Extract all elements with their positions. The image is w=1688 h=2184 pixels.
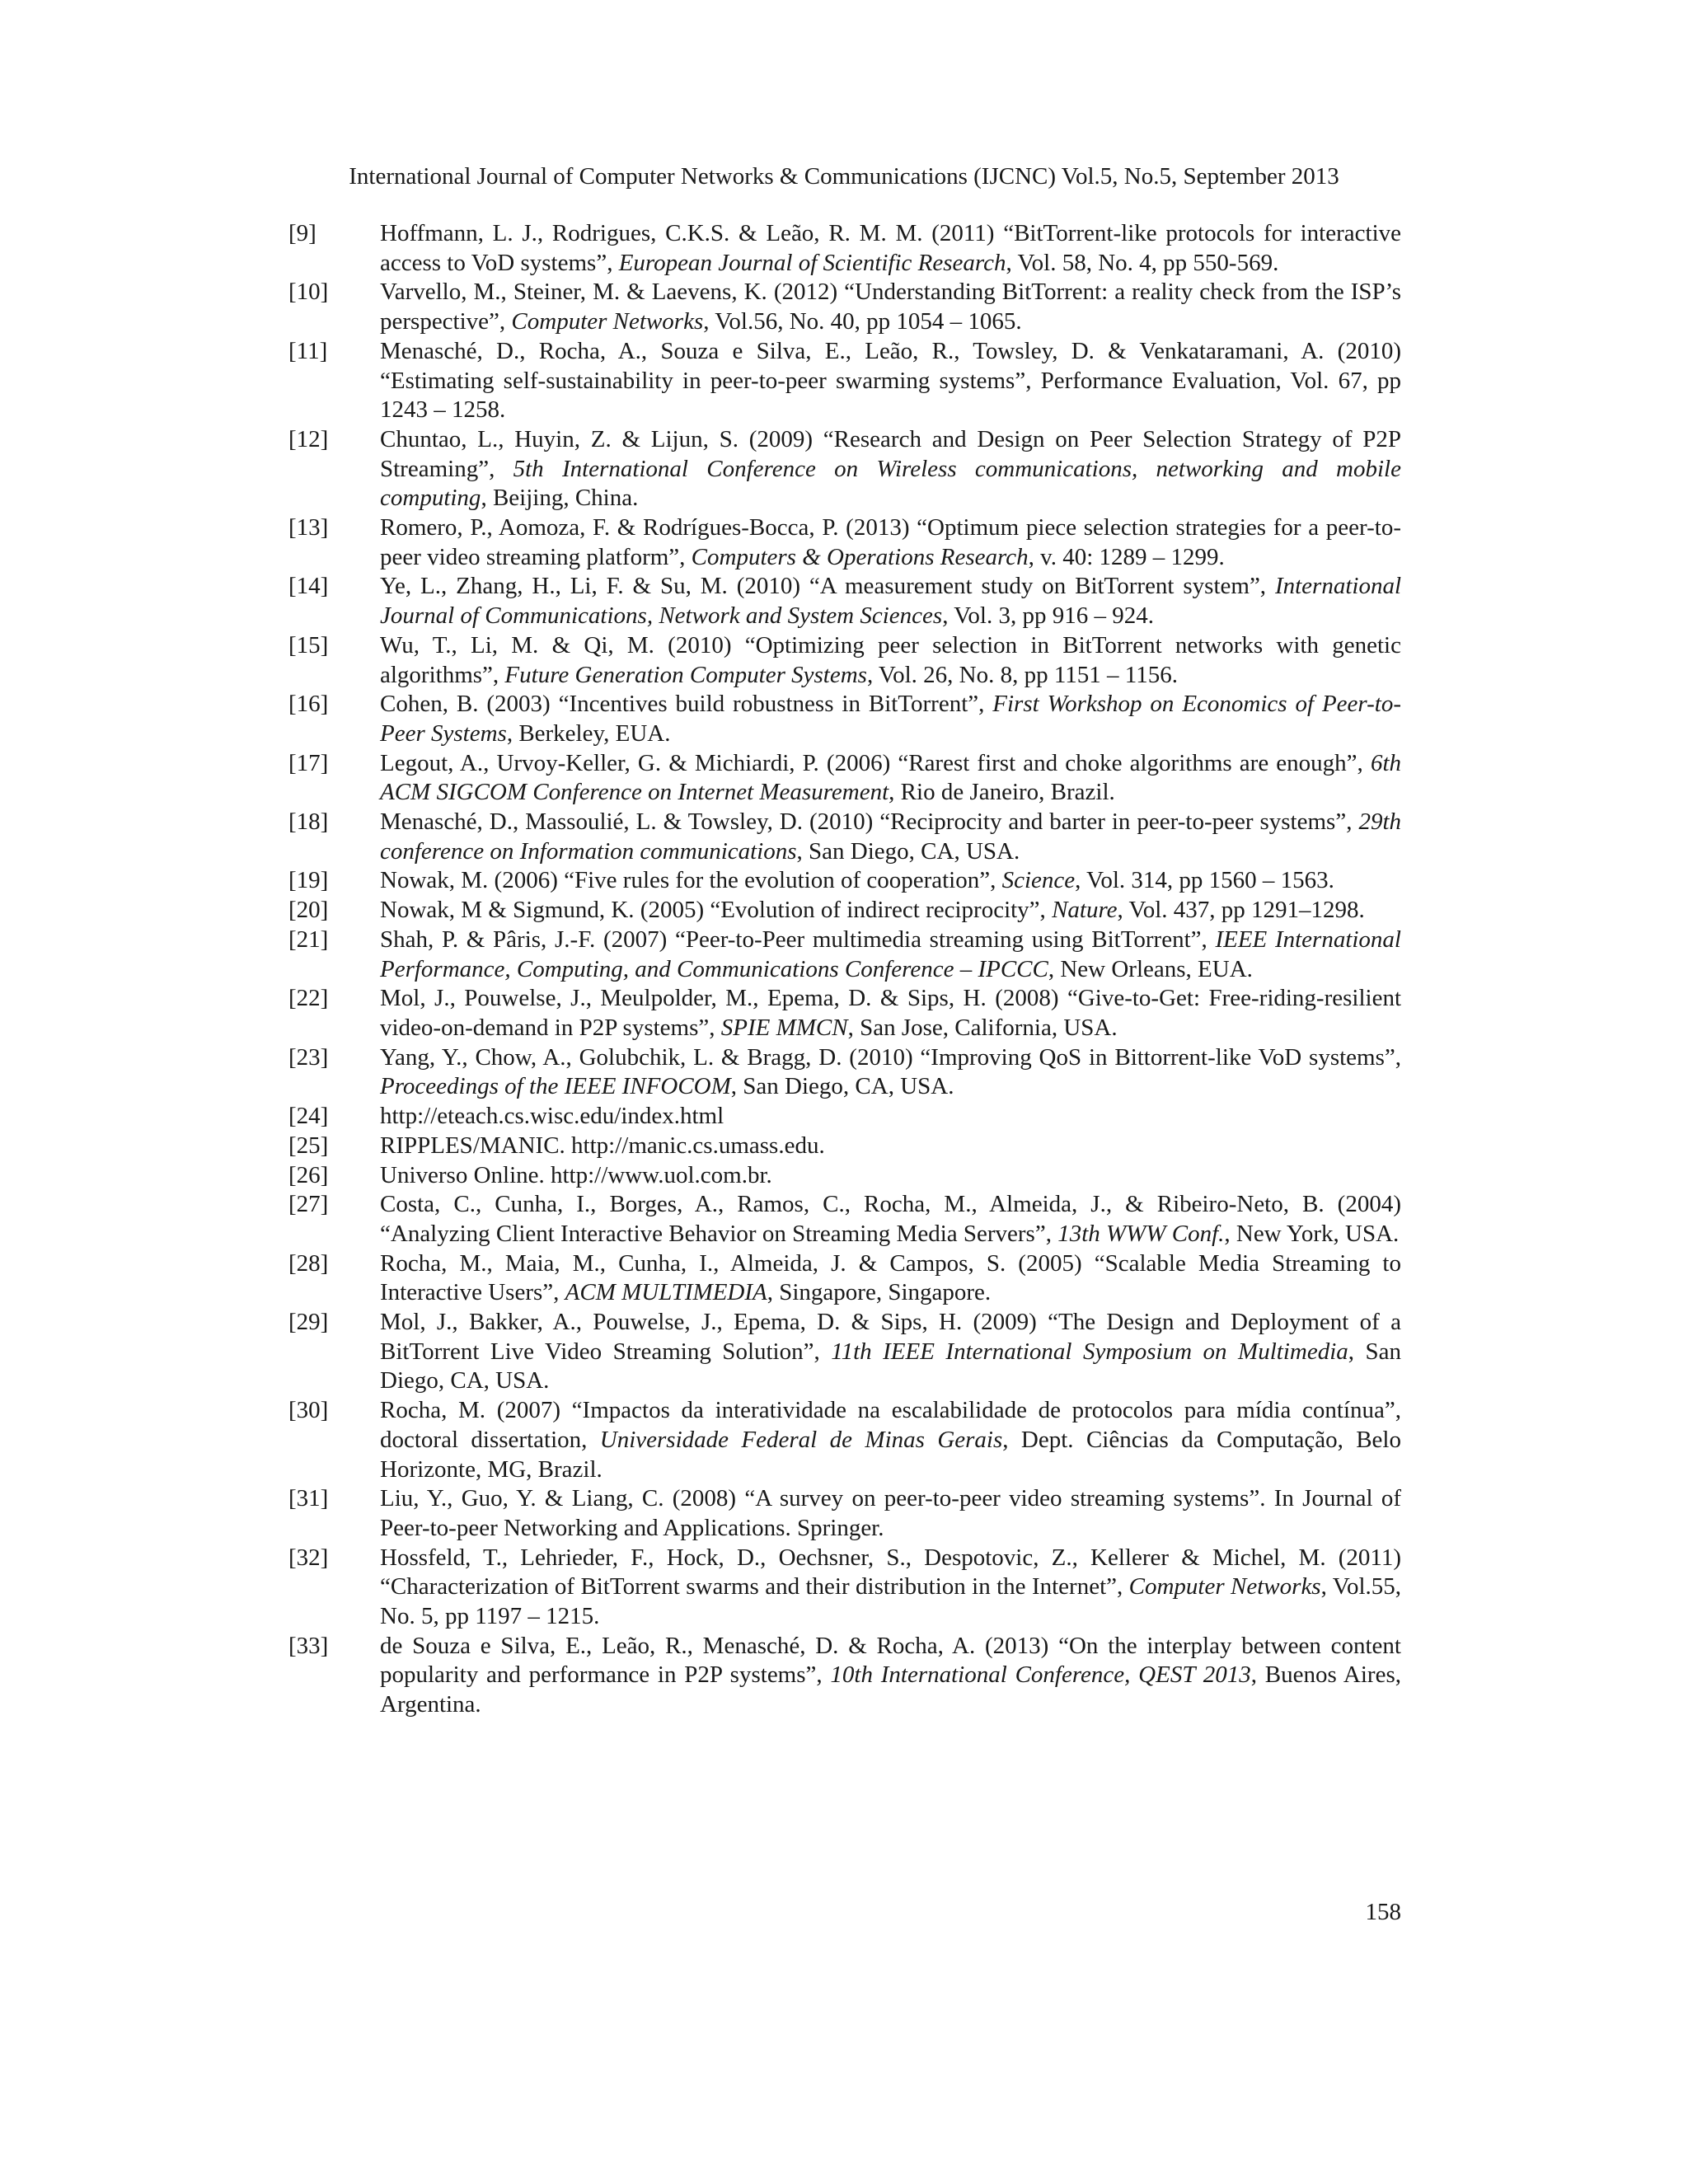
reference-venue: 11th IEEE International Symposium on Multimedia xyxy=(831,1338,1348,1365)
reference-item xyxy=(288,1190,1401,1249)
reference-venue: Computer Networks xyxy=(511,308,704,335)
reference-segment: Rocha, M., Maia, M., Cunha, I., Almeida, J. & Campos, S. (2005) “Scalable Media Streaming to Interactive Users”, xyxy=(380,1249,1401,1306)
reference-item xyxy=(288,1102,1401,1132)
reference-segment: Universo Online. http://www.uol.com.br. xyxy=(380,1161,772,1188)
reference-number: [10] xyxy=(288,279,329,306)
reference-segment: Nowak, M. (2006) “Five rules for the evolution of cooperation”, xyxy=(380,867,1002,894)
reference-segment: Hoffmann, L. J., Rodrigues, C.K.S. & Leão, R. M. M. (2011) “BitTorrent-like protocols for interactive access to VoD systems”, xyxy=(380,220,1401,276)
reference-item xyxy=(288,984,1401,1043)
reference-venue: Computers & Operations Research xyxy=(691,543,1029,570)
reference-segment: , Vol. 314, pp 1560 – 1563. xyxy=(1075,867,1334,894)
reference-item xyxy=(288,866,1401,896)
reference-venue: 13th WWW Conf. xyxy=(1057,1220,1225,1247)
reference-segment: , Berkeley, EUA. xyxy=(506,719,671,747)
reference-item xyxy=(288,749,1401,808)
reference-segment: RIPPLES/MANIC. http://manic.cs.umass.edu. xyxy=(380,1132,825,1159)
reference-text xyxy=(380,1396,1401,1484)
reference-number: [30] xyxy=(288,1397,329,1424)
reference-venue: ACM MULTIMEDIA xyxy=(565,1279,767,1306)
reference-number: [33] xyxy=(288,1632,329,1659)
reference-venue: Future Generation Computer Systems xyxy=(504,661,867,688)
reference-number: [9] xyxy=(288,220,316,246)
reference-segment: Rocha, M. (2007) “Impactos da interatividade na escalabilidade de protocolos para mídia contínua”, doctoral dissertation, xyxy=(380,1397,1401,1453)
reference-segment: Yang, Y., Chow, A., Golubchik, L. & Bragg, D. (2010) “Improving QoS in Bittorrent-like VoD systems”, xyxy=(380,1043,1401,1071)
reference-text xyxy=(380,572,1401,630)
reference-segment: , Singapore, Singapore. xyxy=(767,1279,992,1306)
reference-segment: , Vol. 437, pp 1291–1298. xyxy=(1117,897,1365,924)
reference-text xyxy=(380,1043,1401,1102)
reference-number: [13] xyxy=(288,514,329,541)
reference-venue: First Workshop on Economics of Peer-to-Peer Systems xyxy=(380,691,1401,747)
reference-segment: , Vol. 3, pp 916 – 924. xyxy=(942,602,1154,630)
reference-text xyxy=(380,1190,1401,1249)
reference-venue: 10th International Conference, QEST 2013 xyxy=(830,1661,1251,1689)
reference-segment: Chuntao, L., Huyin, Z. & Lijun, S. (2009) “Research and Design on Peer Selection Strategy of P2P Streaming”, xyxy=(380,425,1401,482)
reference-segment: , Vol. 58, No. 4, pp 550-569. xyxy=(1006,249,1279,276)
reference-segment: Mol, J., Pouwelse, J., Meulpolder, M., Epema, D. & Sips, H. (2008) “Give-to-Get: Free-riding-resilient video-on-demand in P2P systems”, xyxy=(380,985,1401,1041)
reference-text xyxy=(380,808,1401,866)
reference-segment: , New York, USA. xyxy=(1224,1220,1400,1247)
reference-number: [19] xyxy=(288,867,329,894)
reference-segment: Menasché, D., Massoulié, L. & Towsley, D. (2010) “Reciprocity and barter in peer-to-peer systems”, xyxy=(380,808,1359,836)
reference-text xyxy=(380,1249,1401,1308)
reference-text xyxy=(380,1102,1401,1132)
page-number: 158 xyxy=(1365,1899,1401,1925)
reference-segment: , Dept. Ciências da Computação, Belo Horizonte, MG, Brazil. xyxy=(380,1426,1401,1483)
reference-text xyxy=(380,219,1401,278)
reference-text xyxy=(380,690,1401,748)
reference-item xyxy=(288,513,1401,572)
reference-venue: European Journal of Scientific Research xyxy=(618,249,1006,276)
reference-segment: , v. 40: 1289 – 1299. xyxy=(1028,543,1225,570)
reference-segment: Hossfeld, T., Lehrieder, F., Hock, D., Oechsner, S., Despotovic, Z., Kellerer & Michel, M. (2011) “Characterization of BitTorrent swarms and their distribution in the Internet”, xyxy=(380,1544,1401,1601)
reference-venue: Universidade Federal de Minas Gerais xyxy=(599,1426,1003,1453)
reference-text xyxy=(380,278,1401,336)
reference-number: [25] xyxy=(288,1132,329,1159)
reference-item xyxy=(288,1249,1401,1308)
reference-segment: Nowak, M & Sigmund, K. (2005) “Evolution of indirect reciprocity”, xyxy=(380,897,1053,924)
reference-number: [17] xyxy=(288,749,329,776)
reference-segment: , Buenos Aires, Argentina. xyxy=(380,1661,1401,1718)
reference-text xyxy=(380,337,1401,425)
reference-number: [15] xyxy=(288,631,329,658)
reference-segment: Mol, J., Bakker, A., Pouwelse, J., Epema, D. & Sips, H. (2009) “The Design and Deployment of a BitTorrent Live Video Streaming Solution”, xyxy=(380,1309,1401,1365)
reference-number: [14] xyxy=(288,573,329,600)
reference-text xyxy=(380,984,1401,1043)
reference-item xyxy=(288,1043,1401,1102)
reference-list xyxy=(288,219,1401,1720)
reference-segment: , Vol.56, No. 40, pp 1054 – 1065. xyxy=(703,308,1022,335)
reference-venue: 5th International Conference on Wireless communications, networking and mobile computing xyxy=(380,455,1401,512)
reference-text xyxy=(380,425,1401,513)
reference-number: [28] xyxy=(288,1249,329,1277)
reference-item xyxy=(288,1161,1401,1191)
running-header: International Journal of Computer Networks & Communications (IJCNC) Vol.5, No.5, September 2013 xyxy=(349,163,1339,190)
reference-venue: 29th conference on Information communications xyxy=(380,808,1401,865)
reference-text xyxy=(380,1132,1401,1161)
reference-segment: , New Orleans, EUA. xyxy=(1048,955,1253,982)
reference-venue: Science xyxy=(1001,867,1076,894)
reference-item xyxy=(288,631,1401,690)
reference-text xyxy=(380,1544,1401,1632)
reference-item xyxy=(288,1484,1401,1543)
reference-item xyxy=(288,425,1401,513)
reference-text xyxy=(380,1632,1401,1720)
reference-venue: 6th ACM SIGCOM Conference on Internet Measurement xyxy=(380,749,1401,806)
reference-number: [32] xyxy=(288,1544,329,1571)
reference-segment: Varvello, M., Steiner, M. & Laevens, K. (2012) “Understanding BitTorrent: a reality check from the ISP’s perspective”, xyxy=(380,279,1401,335)
reference-number: [21] xyxy=(288,926,329,953)
reference-number: [18] xyxy=(288,808,329,836)
reference-item xyxy=(288,337,1401,425)
reference-venue: Nature xyxy=(1052,897,1118,924)
reference-segment: Costa, C., Cunha, I., Borges, A., Ramos, C., Rocha, M., Almeida, J., & Ribeiro-Neto, B. (2004) “Analyzing Client Interactive Behavior on Streaming Media Servers”, xyxy=(380,1191,1401,1247)
reference-venue: Computer Networks xyxy=(1128,1573,1321,1601)
reference-segment: Wu, T., Li, M. & Qi, M. (2010) “Optimizing peer selection in BitTorrent networks with genetic algorithms”, xyxy=(380,631,1401,688)
reference-segment: Liu, Y., Guo, Y. & Liang, C. (2008) “A survey on peer-to-peer video streaming systems”. In Journal of Peer-to-peer Networking and Applications. Springer. xyxy=(380,1485,1401,1541)
reference-segment: , San Jose, California, USA. xyxy=(847,1014,1118,1041)
reference-number: [24] xyxy=(288,1103,329,1130)
reference-text xyxy=(380,1308,1401,1396)
reference-item xyxy=(288,808,1401,866)
reference-segment: Menasché, D., Rocha, A., Souza e Silva, E., Leão, R., Towsley, D. & Venkataramani, A. (2010) “Estimating self-sustainability in peer-to-peer swarming systems”, Performance Evaluation, Vol. 67, pp 1243 – 1258. xyxy=(380,337,1401,424)
reference-text xyxy=(380,631,1401,690)
reference-item xyxy=(288,1396,1401,1484)
reference-text xyxy=(380,513,1401,572)
reference-segment: Cohen, B. (2003) “Incentives build robustness in BitTorrent”, xyxy=(380,691,993,718)
reference-number: [16] xyxy=(288,691,329,718)
reference-number: [29] xyxy=(288,1309,329,1336)
reference-text xyxy=(380,896,1401,926)
reference-number: [31] xyxy=(288,1485,329,1512)
reference-number: [23] xyxy=(288,1043,329,1071)
reference-item xyxy=(288,1132,1401,1161)
reference-segment: , Vol. 26, No. 8, pp 1151 – 1156. xyxy=(866,661,1178,688)
reference-segment: , San Diego, CA, USA. xyxy=(380,1338,1401,1394)
reference-number: [11] xyxy=(288,337,328,364)
reference-segment: http://eteach.cs.wisc.edu/index.html xyxy=(380,1103,724,1130)
reference-item xyxy=(288,219,1401,278)
reference-number: [20] xyxy=(288,897,329,924)
reference-number: [26] xyxy=(288,1161,329,1188)
reference-segment: Romero, P., Aomoza, F. & Rodrígues-Bocca, P. (2013) “Optimum piece selection strategies for a peer-to-peer video streaming platform”, xyxy=(380,514,1401,570)
reference-venue: Proceedings of the IEEE INFOCOM xyxy=(380,1073,731,1100)
reference-item xyxy=(288,278,1401,336)
reference-text xyxy=(380,866,1401,896)
reference-item xyxy=(288,1632,1401,1720)
reference-number: [22] xyxy=(288,985,329,1012)
reference-segment: , Beijing, China. xyxy=(481,485,639,512)
reference-segment: , Rio de Janeiro, Brazil. xyxy=(889,779,1115,806)
reference-item xyxy=(288,690,1401,748)
reference-text xyxy=(380,749,1401,808)
reference-venue: IEEE International Performance, Computing, and Communications Conference – IPCCC xyxy=(380,926,1401,982)
reference-segment: de Souza e Silva, E., Leão, R., Menasché, D. & Rocha, A. (2013) “On the interplay between content popularity and performance in P2P systems”, xyxy=(380,1632,1401,1689)
reference-text xyxy=(380,1161,1401,1191)
reference-segment: Ye, L., Zhang, H., Li, F. & Su, M. (2010) “A measurement study on BitTorrent system”, xyxy=(380,573,1275,600)
reference-venue: International Journal of Communications, Network and System Sciences xyxy=(380,573,1401,630)
reference-number: [12] xyxy=(288,425,329,452)
reference-number: [27] xyxy=(288,1191,329,1218)
reference-item xyxy=(288,896,1401,926)
reference-segment: Shah, P. & Pâris, J.-F. (2007) “Peer-to-Peer multimedia streaming using BitTorrent”, xyxy=(380,926,1216,953)
reference-segment: , San Diego, CA, USA. xyxy=(730,1073,954,1100)
reference-item xyxy=(288,572,1401,630)
reference-text xyxy=(380,926,1401,984)
reference-segment: , San Diego, CA, USA. xyxy=(796,837,1020,865)
reference-segment: Legout, A., Urvoy-Keller, G. & Michiardi, P. (2006) “Rarest first and choke algorithms are enough”, xyxy=(380,749,1371,776)
reference-item xyxy=(288,1308,1401,1396)
reference-item xyxy=(288,926,1401,984)
reference-item xyxy=(288,1544,1401,1632)
reference-text xyxy=(380,1484,1401,1543)
reference-venue: SPIE MMCN xyxy=(720,1014,848,1041)
reference-segment: , Vol.55, No. 5, pp 1197 – 1215. xyxy=(380,1573,1401,1630)
